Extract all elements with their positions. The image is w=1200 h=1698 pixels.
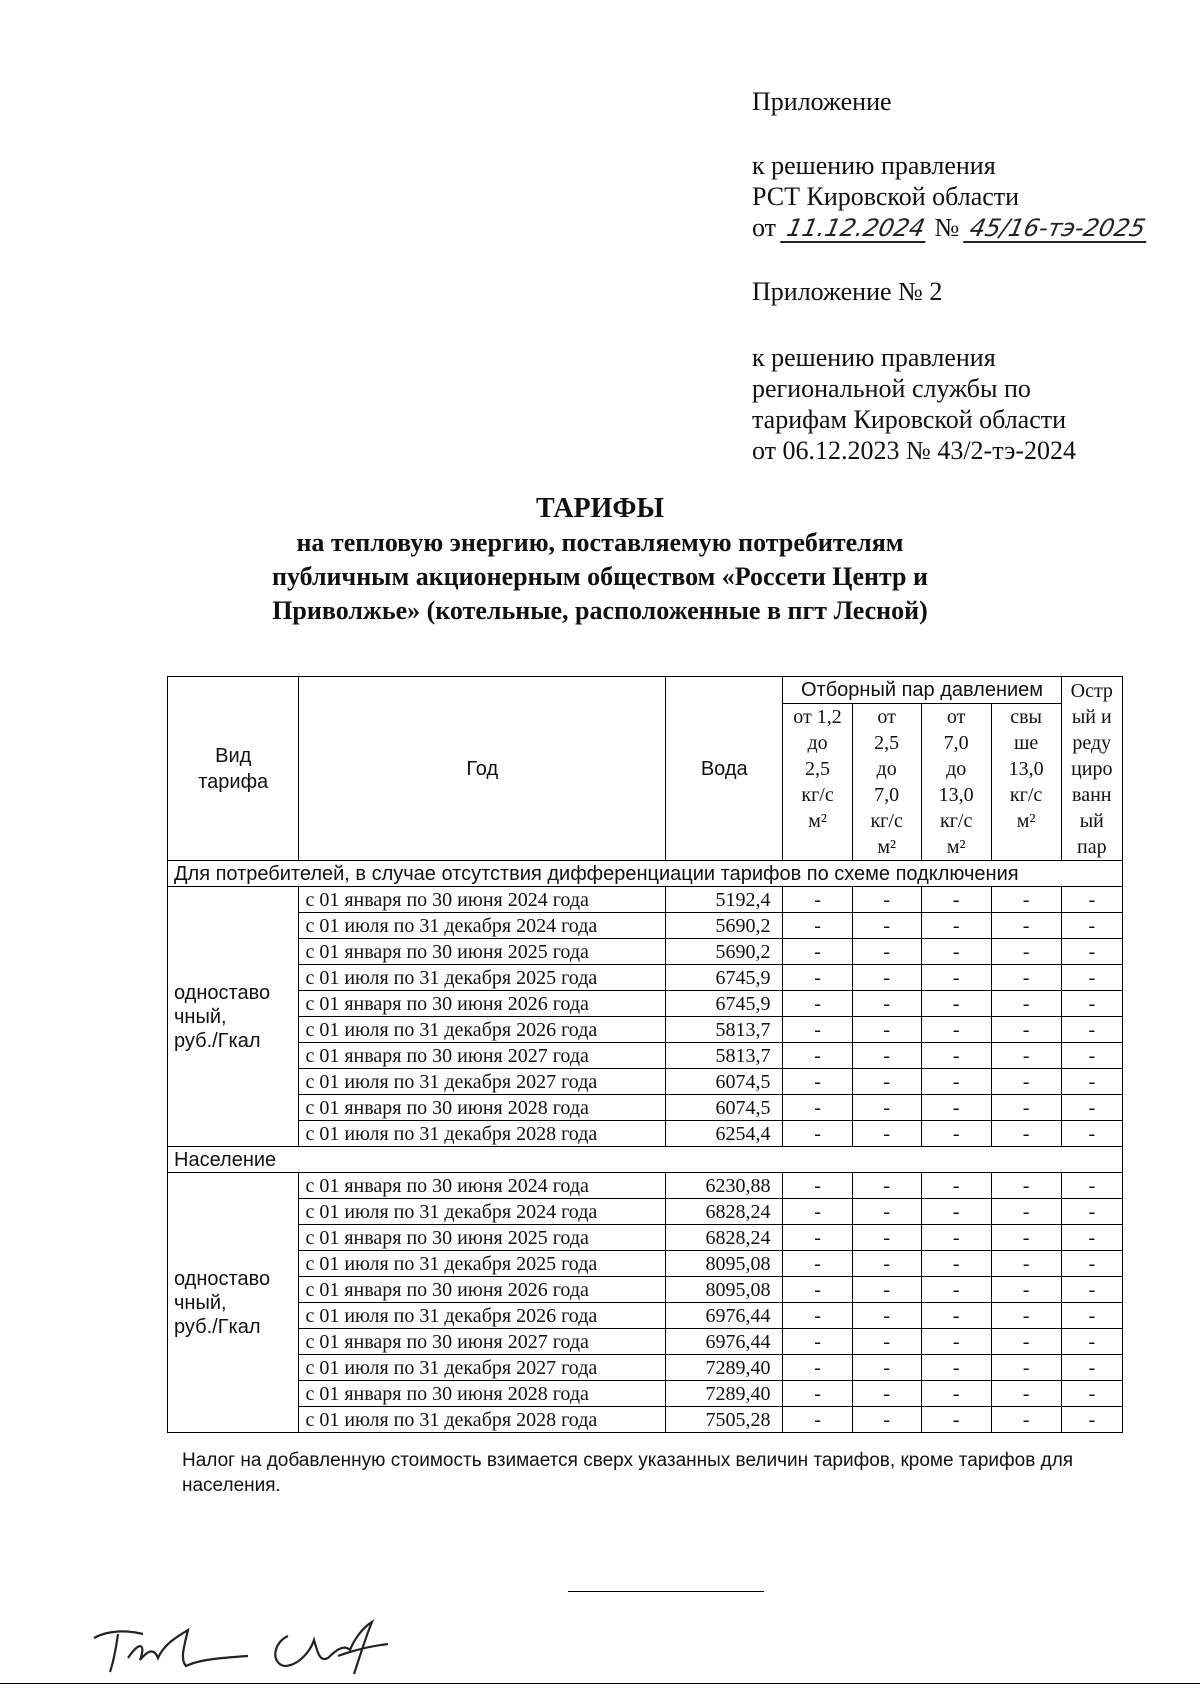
- steam-p4-value: -: [991, 913, 1061, 939]
- title-line-2: публичным акционерным обществом «Россети Центр и: [271, 562, 929, 591]
- period-cell: с 01 января по 30 июня 2024 года: [299, 1173, 666, 1199]
- title-main: ТАРИФЫ: [536, 493, 664, 524]
- h-p1-line: кг/с: [801, 784, 834, 806]
- h-live-line: ый: [1079, 809, 1104, 832]
- water-value: 6745,9: [666, 991, 783, 1017]
- h-p1-line: м²: [808, 810, 827, 832]
- h-p1-line: до: [807, 732, 828, 754]
- tariff-kind-line: одноставо: [174, 981, 271, 1004]
- live-steam-value: -: [1061, 1017, 1122, 1043]
- steam-p3-value: -: [921, 991, 991, 1017]
- steam-p3-value: -: [921, 1173, 991, 1199]
- header-year: Год: [299, 677, 666, 861]
- header-kind-l1: Вид: [215, 744, 252, 767]
- steam-p1-value: -: [783, 887, 852, 913]
- document-title: [150, 492, 1050, 628]
- vat-note: Налог на добавленную стоимость взимается сверх указанных величин тарифов, кроме тарифов для населения.: [182, 1450, 1074, 1496]
- table-row: [168, 1251, 1123, 1277]
- h-live-line: реду: [1072, 731, 1112, 754]
- steam-p1-value: -: [783, 1069, 852, 1095]
- table-row: [168, 1095, 1123, 1121]
- table-row: [168, 965, 1123, 991]
- steam-p1-value: -: [783, 939, 852, 965]
- steam-p4-value: -: [991, 1017, 1061, 1043]
- steam-p2-value: -: [852, 1225, 921, 1251]
- live-steam-value: -: [1061, 1303, 1122, 1329]
- water-value: 5813,7: [666, 1043, 783, 1069]
- section-title: Население: [168, 1147, 1123, 1173]
- header-p3: [921, 704, 991, 861]
- decision-2-line-4: от 06.12.2023 № 43/2-тэ-2024: [752, 436, 1077, 465]
- steam-p1-value: -: [783, 1225, 852, 1251]
- separator-line: [568, 1591, 764, 1592]
- h-p2-line: 7,0: [874, 784, 900, 806]
- steam-p3-value: -: [921, 887, 991, 913]
- period-cell: с 01 июля по 31 декабря 2027 года: [299, 1069, 666, 1095]
- h-p1-line: от 1,2: [793, 706, 842, 728]
- table-row: [168, 1017, 1123, 1043]
- steam-p3-value: -: [921, 1121, 991, 1147]
- steam-p2-value: -: [852, 1121, 921, 1147]
- steam-p3-value: -: [921, 913, 991, 939]
- water-value: 5690,2: [666, 939, 783, 965]
- header-water: Вода: [666, 677, 783, 861]
- title-line-1: на тепловую энергию, поставляемую потребителям: [296, 528, 904, 557]
- live-steam-value: -: [1061, 991, 1122, 1017]
- steam-p2-value: -: [852, 939, 921, 965]
- water-value: 6254,4: [666, 1121, 783, 1147]
- tariff-kind: [168, 887, 299, 1147]
- steam-p1-value: -: [783, 1407, 852, 1433]
- decision-2-line-2: региональной службы по: [752, 374, 1031, 403]
- h-p1-line: 2,5: [805, 758, 831, 780]
- steam-p3-value: -: [921, 965, 991, 991]
- steam-p4-value: -: [991, 991, 1061, 1017]
- h-p4-line: м²: [1016, 810, 1036, 832]
- period-cell: с 01 июля по 31 декабря 2027 года: [299, 1355, 666, 1381]
- appendix-2-label: [752, 276, 1172, 307]
- steam-p3-value: -: [921, 1303, 991, 1329]
- decision-from: от: [752, 213, 777, 242]
- bottom-line: [0, 1683, 1200, 1684]
- steam-p1-value: -: [783, 1173, 852, 1199]
- steam-p3-value: -: [921, 1095, 991, 1121]
- water-value: 6828,24: [666, 1225, 783, 1251]
- period-cell: с 01 июля по 31 декабря 2026 года: [299, 1017, 666, 1043]
- steam-p3-value: -: [921, 1381, 991, 1407]
- section-header-row: [168, 1147, 1123, 1173]
- period-cell: с 01 июля по 31 декабря 2028 года: [299, 1121, 666, 1147]
- title-line-3: Приволжье» (котельные, расположенные в пгт Лесной): [272, 596, 928, 625]
- period-cell: с 01 июля по 31 декабря 2025 года: [299, 1251, 666, 1277]
- steam-p2-value: -: [852, 1199, 921, 1225]
- steam-p4-value: -: [991, 1355, 1061, 1381]
- handwritten-date: 11.12.2024: [780, 215, 931, 243]
- steam-p1-value: -: [783, 1277, 852, 1303]
- steam-p3-value: -: [921, 1043, 991, 1069]
- steam-p3-value: -: [921, 1199, 991, 1225]
- steam-p1-value: -: [783, 965, 852, 991]
- table-row: [168, 1173, 1123, 1199]
- live-steam-value: -: [1061, 1069, 1122, 1095]
- water-value: 6745,9: [666, 965, 783, 991]
- steam-p3-value: -: [921, 1251, 991, 1277]
- steam-p4-value: -: [991, 1121, 1061, 1147]
- table-row: [168, 1199, 1123, 1225]
- steam-p2-value: -: [852, 1277, 921, 1303]
- period-cell: с 01 июля по 31 декабря 2026 года: [299, 1303, 666, 1329]
- period-cell: с 01 января по 30 июня 2026 года: [299, 1277, 666, 1303]
- steam-p3-value: -: [921, 1277, 991, 1303]
- live-steam-value: -: [1061, 965, 1122, 991]
- steam-p4-value: -: [991, 1069, 1061, 1095]
- steam-p2-value: -: [852, 1095, 921, 1121]
- table-row: [168, 1355, 1123, 1381]
- water-value: 6828,24: [666, 1199, 783, 1225]
- period-cell: с 01 июля по 31 декабря 2024 года: [299, 913, 666, 939]
- steam-p4-value: -: [991, 1173, 1061, 1199]
- h-live-line: пар: [1076, 835, 1107, 858]
- steam-p3-value: -: [921, 939, 991, 965]
- steam-p2-value: -: [852, 1251, 921, 1277]
- water-value: 6976,44: [666, 1329, 783, 1355]
- period-cell: с 01 января по 30 июня 2025 года: [299, 939, 666, 965]
- steam-p2-value: -: [852, 1173, 921, 1199]
- period-cell: с 01 января по 30 июня 2026 года: [299, 991, 666, 1017]
- water-value: 5813,7: [666, 1017, 783, 1043]
- steam-p2-value: -: [852, 1329, 921, 1355]
- live-steam-value: -: [1061, 1251, 1122, 1277]
- water-value: 5192,4: [666, 887, 783, 913]
- period-cell: с 01 января по 30 июня 2025 года: [299, 1225, 666, 1251]
- steam-p2-value: -: [852, 965, 921, 991]
- live-steam-value: -: [1061, 1277, 1122, 1303]
- live-steam-value: -: [1061, 1355, 1122, 1381]
- steam-p2-value: -: [852, 1355, 921, 1381]
- steam-p2-value: -: [852, 1303, 921, 1329]
- steam-p2-value: -: [852, 1043, 921, 1069]
- steam-p4-value: -: [991, 887, 1061, 913]
- steam-p3-value: -: [921, 1329, 991, 1355]
- h-p2-line: м²: [877, 836, 896, 858]
- h-live-line: ый и: [1071, 705, 1112, 728]
- steam-p2-value: -: [852, 887, 921, 913]
- live-steam-value: -: [1061, 1407, 1122, 1433]
- period-cell: с 01 июля по 31 декабря 2024 года: [299, 1199, 666, 1225]
- handwritten-number: 45/16-тэ-2025: [963, 215, 1152, 243]
- appendix-2-title: Приложение № 2: [752, 277, 943, 306]
- table-header-row: [168, 677, 1123, 704]
- steam-p1-value: -: [783, 1355, 852, 1381]
- steam-p1-value: -: [783, 1121, 852, 1147]
- steam-p2-value: -: [852, 1069, 921, 1095]
- steam-p4-value: -: [991, 1303, 1061, 1329]
- h-p4-line: 13,0: [1008, 758, 1044, 780]
- water-value: 8095,08: [666, 1277, 783, 1303]
- h-live-line: Остр: [1070, 679, 1113, 702]
- steam-p1-value: -: [783, 1017, 852, 1043]
- h-live-line: циро: [1071, 757, 1113, 780]
- water-value: 5690,2: [666, 913, 783, 939]
- h-p3-line: м²: [946, 836, 966, 858]
- steam-p1-value: -: [783, 1043, 852, 1069]
- steam-p1-value: -: [783, 1251, 852, 1277]
- table-row: [168, 1121, 1123, 1147]
- water-value: 7289,40: [666, 1355, 783, 1381]
- header-p1: [783, 704, 852, 861]
- header-p4: [991, 704, 1061, 861]
- live-steam-value: -: [1061, 913, 1122, 939]
- table-row: [168, 1407, 1123, 1433]
- steam-p1-value: -: [783, 1329, 852, 1355]
- h-p2-line: 2,5: [874, 732, 900, 754]
- header-steam-group: Отборный пар давлением: [783, 677, 1061, 704]
- section-header-row: [168, 861, 1123, 887]
- decision-2-reference: [752, 342, 1172, 466]
- h-p2-line: кг/с: [870, 810, 903, 832]
- decision-line-2: РСТ Кировской области: [752, 182, 1020, 211]
- steam-p4-value: -: [991, 965, 1061, 991]
- live-steam-value: -: [1061, 1173, 1122, 1199]
- tariff-kind-line: чный,: [174, 1291, 227, 1314]
- table-row: [168, 1043, 1123, 1069]
- steam-p4-value: -: [991, 1043, 1061, 1069]
- steam-p4-value: -: [991, 1225, 1061, 1251]
- header-kind-l2: тарифа: [198, 770, 269, 793]
- steam-p3-value: -: [921, 1069, 991, 1095]
- table-row: [168, 1069, 1123, 1095]
- steam-p4-value: -: [991, 1277, 1061, 1303]
- steam-p2-value: -: [852, 1381, 921, 1407]
- steam-p2-value: -: [852, 1407, 921, 1433]
- appendix-title: Приложение: [752, 87, 892, 116]
- live-steam-value: -: [1061, 1095, 1122, 1121]
- water-value: 7289,40: [666, 1381, 783, 1407]
- steam-p1-value: -: [783, 1095, 852, 1121]
- appendix-label: [752, 86, 1172, 117]
- header-p2: [852, 704, 921, 861]
- steam-p3-value: -: [921, 1407, 991, 1433]
- steam-p3-value: -: [921, 1017, 991, 1043]
- water-value: 6074,5: [666, 1095, 783, 1121]
- h-p2-line: от: [877, 706, 896, 728]
- table-row: [168, 991, 1123, 1017]
- live-steam-value: -: [1061, 1381, 1122, 1407]
- decision-line-1: к решению правления: [752, 151, 996, 180]
- table-row: [168, 1329, 1123, 1355]
- water-value: 6230,88: [666, 1173, 783, 1199]
- water-value: 6074,5: [666, 1069, 783, 1095]
- steam-p4-value: -: [991, 1199, 1061, 1225]
- h-p3-line: 13,0: [938, 784, 974, 806]
- period-cell: с 01 января по 30 июня 2027 года: [299, 1329, 666, 1355]
- decision-line-3: [752, 212, 1172, 243]
- period-cell: с 01 июля по 31 декабря 2028 года: [299, 1407, 666, 1433]
- steam-p1-value: -: [783, 1381, 852, 1407]
- h-p3-line: до: [946, 758, 967, 780]
- decision-2-line-3: тарифам Кировской области: [752, 405, 1067, 434]
- decision-reference: [752, 150, 1172, 243]
- steam-p4-value: -: [991, 1381, 1061, 1407]
- section-title: Для потребителей, в случае отсутствия дифференциации тарифов по схеме подключения: [168, 861, 1123, 887]
- period-cell: с 01 января по 30 июня 2028 года: [299, 1095, 666, 1121]
- tariff-kind-line: руб./Гкал: [174, 1029, 261, 1052]
- table-row: [168, 939, 1123, 965]
- period-cell: с 01 января по 30 июня 2028 года: [299, 1381, 666, 1407]
- tariff-kind: [168, 1173, 299, 1433]
- steam-p4-value: -: [991, 1329, 1061, 1355]
- steam-p4-value: -: [991, 1095, 1061, 1121]
- table-row: [168, 1225, 1123, 1251]
- tariffs-table: [167, 676, 1123, 1433]
- tariff-kind-line: чный,: [174, 1005, 227, 1028]
- steam-p3-value: -: [921, 1225, 991, 1251]
- header-live: [1061, 677, 1122, 861]
- table-row: [168, 1303, 1123, 1329]
- live-steam-value: -: [1061, 1225, 1122, 1251]
- period-cell: с 01 января по 30 июня 2027 года: [299, 1043, 666, 1069]
- live-steam-value: -: [1061, 1329, 1122, 1355]
- steam-p2-value: -: [852, 913, 921, 939]
- period-cell: с 01 января по 30 июня 2024 года: [299, 887, 666, 913]
- table-row: [168, 887, 1123, 913]
- live-steam-value: -: [1061, 1199, 1122, 1225]
- h-p2-line: до: [876, 758, 897, 780]
- steam-p4-value: -: [991, 939, 1061, 965]
- steam-p2-value: -: [852, 991, 921, 1017]
- live-steam-value: -: [1061, 1043, 1122, 1069]
- steam-p3-value: -: [921, 1355, 991, 1381]
- decision-2-line-1: к решению правления: [752, 343, 996, 372]
- water-value: 6976,44: [666, 1303, 783, 1329]
- water-value: 7505,28: [666, 1407, 783, 1433]
- steam-p1-value: -: [783, 991, 852, 1017]
- period-cell: с 01 июля по 31 декабря 2025 года: [299, 965, 666, 991]
- h-p4-line: кг/с: [1009, 784, 1043, 806]
- live-steam-value: -: [1061, 1121, 1122, 1147]
- steam-p4-value: -: [991, 1251, 1061, 1277]
- water-value: 8095,08: [666, 1251, 783, 1277]
- h-p3-line: кг/с: [939, 810, 973, 832]
- signature-image: [88, 1600, 428, 1680]
- h-live-line: ванн: [1072, 783, 1112, 806]
- table-row: [168, 913, 1123, 939]
- h-p3-line: от: [946, 706, 966, 728]
- live-steam-value: -: [1061, 887, 1122, 913]
- table-row: [168, 1381, 1123, 1407]
- steam-p2-value: -: [852, 1017, 921, 1043]
- steam-p1-value: -: [783, 1199, 852, 1225]
- tariff-kind-line: руб./Гкал: [174, 1315, 261, 1338]
- h-p3-line: 7,0: [943, 732, 969, 754]
- steam-p1-value: -: [783, 1303, 852, 1329]
- header-kind: [168, 677, 299, 861]
- steam-p1-value: -: [783, 913, 852, 939]
- h-p4-line: ше: [1013, 732, 1039, 754]
- live-steam-value: -: [1061, 939, 1122, 965]
- h-p4-line: свы: [1010, 706, 1042, 728]
- tariff-kind-line: одноставо: [174, 1267, 271, 1290]
- decision-no: №: [934, 213, 960, 242]
- table-row: [168, 1277, 1123, 1303]
- steam-p4-value: -: [991, 1407, 1061, 1433]
